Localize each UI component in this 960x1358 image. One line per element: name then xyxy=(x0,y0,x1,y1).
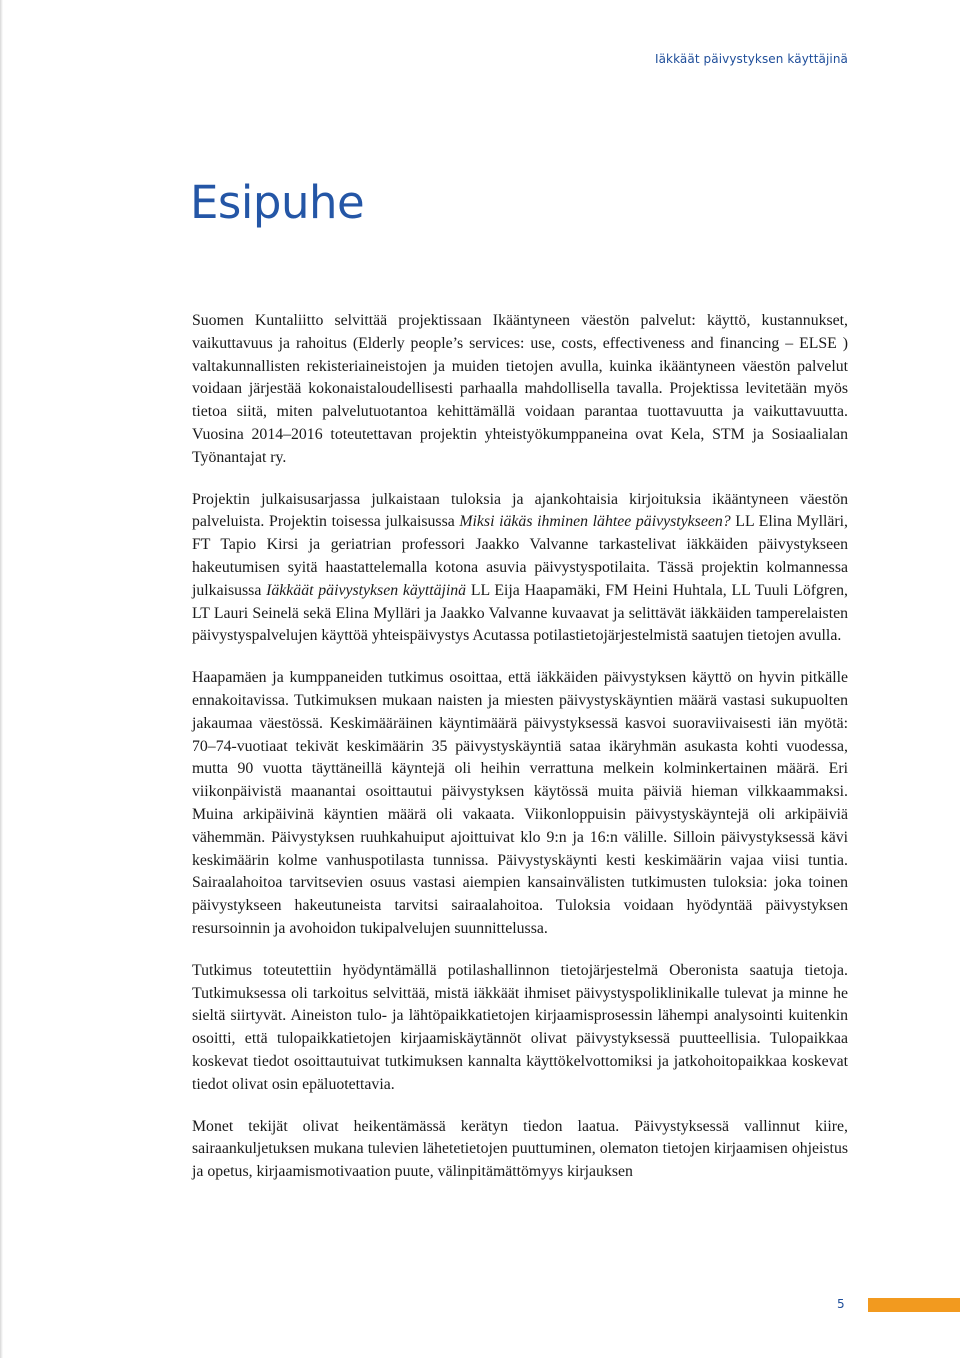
paragraph-2-part-b: LL Elina Mylläri, FT Tapio Kirsi ja geriatrian professori Jaakko Valvanne tarkastelivat iäkkäiden päivystykseen hakeutumisen syitä haastattelemalla kotona asuvia päivystyspotilaita. Tässä projektin kolmannessa julkaisussa xyxy=(192,513,848,599)
paragraph-2-part-c: LL Eija Haapamäki, FM Heini Huhtala, LL Tuuli Löfgren, LT Lauri Seinelä sekä Elina Mylläri ja Jaakko Valvanne kuvaavat ja selittävät iäkkäiden tamperelaisten päivystyspalvelujen käyttöä yhteispäivystys Acutassa potilastietojärjestelmistä saatujen tietojen avulla. xyxy=(192,581,849,645)
page-tab-marker xyxy=(868,1298,960,1312)
page-edge-shadow xyxy=(0,0,3,1358)
paragraph-4: Tutkimus toteutettiin hyödyntämällä potilashallinnon tietojärjestelmä Oberonista saatuja tietoja. Tutkimuksessa oli tarkoitus selvittää, mistä iäkkäät ihmiset päivystyspoliklinikalle tulevat ja minne he sieltä siirtyvät. Aineiston tulo- ja lähtöpaikkatietojen kirjaamisprosessin lähempi analysointi kuitenkin osoitti, että tulopaikkatietojen kirjaamiskäytännöt olivat päivystyksessä puutteellisia. Tulopaikkaa koskevat tiedot osoittautuivat tutkimuksen kannalta käyttökelvottomiksi ja jatkohoitopaikkaa koskevat tiedot olivat osin epäluotettavia. xyxy=(192,961,848,1093)
paragraph-2-part-a: Projektin julkaisusarjassa julkaistaan tuloksia ja ajankohtaisia kirjoituksia ikääntyneen väestön palveluista. Projektin toisessa julkaisussa xyxy=(192,490,848,531)
paragraph-1: Suomen Kuntaliitto selvittää projektissaan Ikääntyneen väestön palvelut: käyttö, kustannukset, vaikuttavuus ja rahoitus (Elderly people’s services: use, costs, effectiveness and financing – ELSE ) valtakunnallisten rekisteriaineistojen ja muiden tietojen avulla, kuinka ikääntyneen väestön palvelut voidaan järjestää kokonaistaloudellisesti parhaalla mahdollisella tavalla. Projektissa levitetään myös tietoa siitä, miten palvelutuotantoa kehittämällä voidaan parantaa tuottavuutta ja vaikuttavuutta. Vuosina 2014–2016 toteutettavan projektin yhteistyökumppaneina ovat Kela, STM ja Sosiaalialan Työnantajat ry. xyxy=(192,312,848,466)
paragraph-2 xyxy=(192,489,848,649)
paragraph-3: Haapamäen ja kumppaneiden tutkimus osoittaa, että iäkkäiden päivystyksen käyttö on hyvin pitkälle ennakoitavissa. Tutkimuksen mukaan naisten ja miesten päivystyskäyntien määrä vastasi sukupuolten jakaumaa väestössä. Keskimääräinen käyntimäärä päivystyksessä kasvoi suoraviivaisesti iän myötä: 70–74-vuotiaat tekivät keskimäärin 35 päivystyskäyntiä sataa ikäryhmän asukasta kohti vuodessa, mutta 90 vuotta täyttäneillä käyntejä oli heihin verrattuna melkein kolminkertainen määrä. Eri viikonpäivistä maanantai osoittautui päivystyksen käytössä muita päiviä hieman vilkkaammaksi. Muina arkipäivinä käyntien määrä oli vakaata. Viikonloppuisin päivystyskäyntejä oli arkipäiviä vähemmän. Päivystyksen ruuhkahuiput ajoittuivat klo 9:n ja 16:n välille. Silloin päivystyksessä kävi keskimäärin kolme vanhuspotilasta tunnissa. Päivystyskäynti kesti keskimäärin vajaa viisi tuntia. Sairaalahoitoa tarvitsevien osuus vastasi aiempien kansainvälisten tutkimusten tuloksia: joka toinen päivystykseen hakeutuneista tarvitsi sairaalahoitoa. Tuloksia voidaan hyödyntää päivystyksen resursoinnin ja avohoidon tukipalvelujen suunnittelussa. xyxy=(192,669,848,937)
body-text xyxy=(192,310,848,1203)
page-number: 5 xyxy=(837,1297,845,1311)
paragraph-5: Monet tekijät olivat heikentämässä kerätyn tiedon laatua. Päivystyksessä vallinnut kiire, sairaankuljetuksen mukana tulevien lähetetietojen puuttuminen, olematon tietojen kirjaamisen ohjeistus ja opetus, kirjaamismotivaation puute, välinpitämättömyys kirjauksen xyxy=(192,1117,848,1181)
running-header: Iäkkäät päivystyksen käyttäjinä xyxy=(654,52,848,66)
publication-title-1: Miksi iäkäs ihminen lähtee päivystykseen? xyxy=(459,513,731,531)
page-title: Esipuhe xyxy=(190,176,365,229)
publication-title-2: Iäkkäät päivystyksen käyttäjinä xyxy=(266,581,467,599)
